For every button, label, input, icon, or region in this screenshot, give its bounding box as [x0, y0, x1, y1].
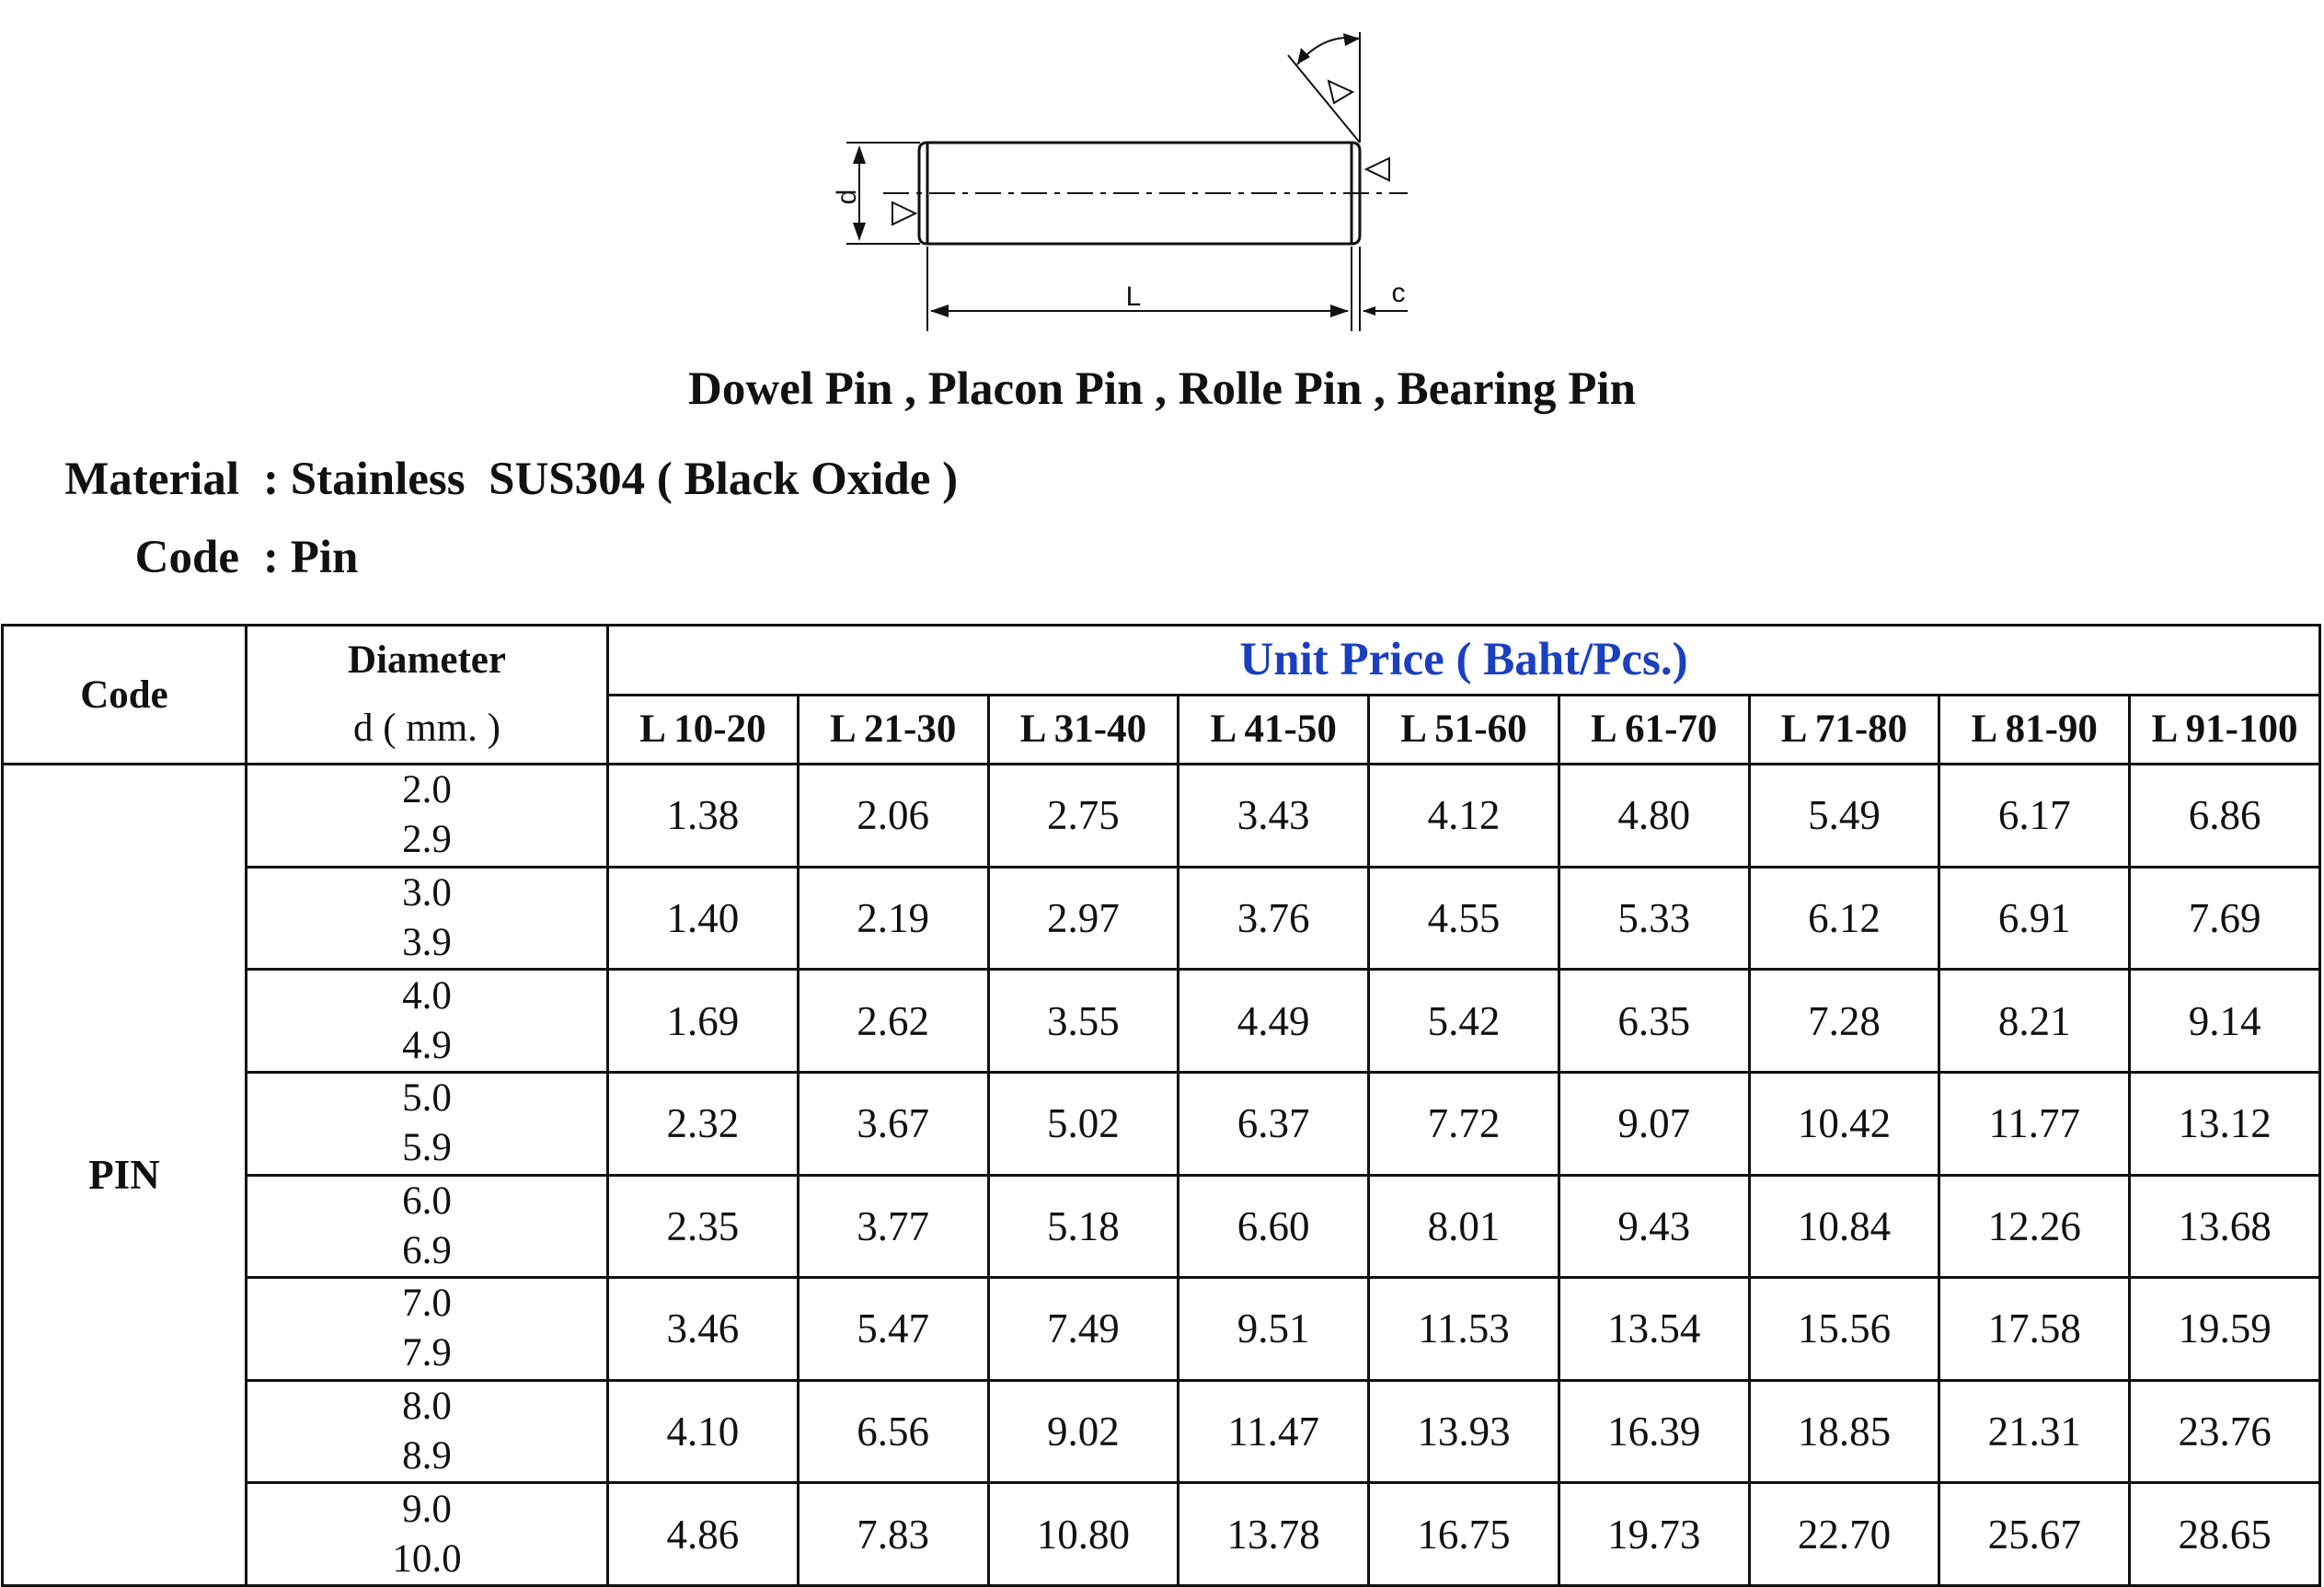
chamfer-label: c — [1391, 278, 1406, 308]
price-cell: 17.58 — [1939, 1278, 2130, 1381]
length-column-header: L 51-60 — [1369, 695, 1559, 765]
price-cell: 6.86 — [2130, 765, 2320, 868]
length-column-header: L 10-20 — [608, 695, 799, 765]
table-row — [3, 1483, 2320, 1586]
price-table-body — [3, 765, 2320, 1586]
diameter-to: 6.9 — [402, 1228, 452, 1272]
diameter-cell — [247, 1278, 608, 1381]
price-cell: 5.49 — [1749, 765, 1939, 868]
diameter-cell — [247, 1483, 608, 1586]
diameter-from: 3.0 — [402, 870, 452, 914]
material-label: Material — [64, 454, 239, 505]
price-cell: 19.59 — [2130, 1278, 2320, 1381]
price-cell: 2.06 — [798, 765, 988, 868]
price-cell: 6.60 — [1179, 1175, 1369, 1278]
diameter-cell — [247, 1072, 608, 1175]
table-row — [3, 1380, 2320, 1483]
price-cell: 5.42 — [1369, 970, 1559, 1073]
price-cell: 4.55 — [1369, 867, 1559, 970]
price-cell: 6.56 — [798, 1380, 988, 1483]
price-cell: 4.49 — [1179, 970, 1369, 1073]
diameter-header-label: Diameter — [348, 638, 506, 682]
length-column-header: L 41-50 — [1179, 695, 1369, 765]
price-cell: 3.46 — [608, 1278, 799, 1381]
price-cell: 28.65 — [2130, 1483, 2320, 1586]
length-label: L — [1125, 282, 1142, 312]
price-cell: 19.73 — [1559, 1483, 1749, 1586]
price-cell: 3.67 — [798, 1072, 988, 1175]
price-cell: 13.93 — [1369, 1380, 1559, 1483]
price-cell: 2.19 — [798, 867, 988, 970]
diameter-cell — [247, 765, 608, 868]
price-cell: 18.85 — [1749, 1380, 1939, 1483]
price-cell: 13.54 — [1559, 1278, 1749, 1381]
diameter-from: 5.0 — [402, 1076, 452, 1121]
price-table — [1, 624, 2321, 1587]
table-row — [3, 970, 2320, 1073]
price-cell: 13.12 — [2130, 1072, 2320, 1175]
diameter-cell — [247, 1380, 608, 1483]
price-cell: 3.77 — [798, 1175, 988, 1278]
price-cell: 1.38 — [608, 765, 799, 868]
price-cell: 9.02 — [988, 1380, 1179, 1483]
price-cell: 7.72 — [1369, 1072, 1559, 1175]
price-cell: 6.91 — [1939, 867, 2130, 970]
material-value: : Stainless SUS304 ( Black Oxide ) — [263, 454, 959, 505]
price-cell: 16.39 — [1559, 1380, 1749, 1483]
diameter-to: 10.0 — [392, 1536, 462, 1581]
diameter-cell — [247, 1175, 608, 1278]
unit-price-header: Unit Price ( Baht/Pcs.) — [608, 626, 2320, 696]
code-value: : Pin — [263, 532, 359, 583]
diameter-to: 2.9 — [402, 818, 452, 862]
diameter-from: 6.0 — [402, 1179, 452, 1223]
pin-drawing — [810, 18, 1527, 350]
table-row — [3, 1175, 2320, 1278]
diameter-from: 7.0 — [402, 1282, 452, 1326]
diameter-cell — [247, 970, 608, 1073]
price-cell: 1.69 — [608, 970, 799, 1073]
length-column-header: L 81-90 — [1939, 695, 2130, 765]
price-cell: 8.21 — [1939, 970, 2130, 1073]
table-row — [3, 765, 2320, 868]
price-cell: 6.12 — [1749, 867, 1939, 970]
price-cell: 13.68 — [2130, 1175, 2320, 1278]
price-cell: 6.17 — [1939, 765, 2130, 868]
price-cell: 5.47 — [798, 1278, 988, 1381]
price-cell: 9.43 — [1559, 1175, 1749, 1278]
price-cell: 2.35 — [608, 1175, 799, 1278]
price-cell: 2.62 — [798, 970, 988, 1073]
price-cell: 4.80 — [1559, 765, 1749, 868]
code-label: Code — [134, 532, 239, 583]
length-column-header: L 21-30 — [798, 695, 988, 765]
price-cell: 15.56 — [1749, 1278, 1939, 1381]
diameter-to: 8.9 — [402, 1434, 452, 1478]
price-cell: 2.32 — [608, 1072, 799, 1175]
price-cell: 22.70 — [1749, 1483, 1939, 1586]
price-cell: 4.10 — [608, 1380, 799, 1483]
price-cell: 2.97 — [988, 867, 1179, 970]
price-cell: 23.76 — [2130, 1380, 2320, 1483]
price-cell: 6.37 — [1179, 1072, 1369, 1175]
price-cell: 7.49 — [988, 1278, 1179, 1381]
price-cell: 2.75 — [988, 765, 1179, 868]
diameter-from: 9.0 — [402, 1487, 452, 1531]
length-column-header: L 91-100 — [2130, 695, 2320, 765]
price-cell: 5.33 — [1559, 867, 1749, 970]
price-cell: 9.07 — [1559, 1072, 1749, 1175]
diameter-to: 7.9 — [402, 1331, 452, 1375]
price-cell: 16.75 — [1369, 1483, 1559, 1586]
price-cell: 7.28 — [1749, 970, 1939, 1073]
price-cell: 4.86 — [608, 1483, 799, 1586]
price-cell: 25.67 — [1939, 1483, 2130, 1586]
diameter-to: 5.9 — [402, 1126, 452, 1170]
price-cell: 13.78 — [1179, 1483, 1369, 1586]
price-cell: 21.31 — [1939, 1380, 2130, 1483]
table-row — [3, 1072, 2320, 1175]
diameter-column-header — [247, 626, 608, 765]
price-cell: 6.35 — [1559, 970, 1749, 1073]
material-row — [59, 447, 958, 512]
surface-mark-left — [892, 202, 915, 224]
diameter-to: 3.9 — [402, 920, 452, 964]
price-cell: 10.80 — [988, 1483, 1179, 1586]
table-row — [3, 1278, 2320, 1381]
diameter-from: 8.0 — [402, 1385, 452, 1429]
code-cell: PIN — [3, 765, 247, 1586]
price-cell: 7.83 — [798, 1483, 988, 1586]
diameter-from: 2.0 — [402, 768, 452, 812]
price-cell: 11.47 — [1179, 1380, 1369, 1483]
price-cell: 11.53 — [1369, 1278, 1559, 1381]
diameter-cell — [247, 867, 608, 970]
price-cell: 4.12 — [1369, 765, 1559, 868]
price-cell: 12.26 — [1939, 1175, 2130, 1278]
diameter-header-unit: d ( mm. ) — [352, 707, 501, 750]
price-cell: 9.14 — [2130, 970, 2320, 1073]
surface-mark-right — [1366, 158, 1389, 180]
price-cell: 3.43 — [1179, 765, 1369, 868]
diameter-label: d — [832, 189, 862, 205]
code-column-header: Code — [3, 626, 247, 765]
code-row — [59, 525, 358, 590]
price-cell: 10.42 — [1749, 1072, 1939, 1175]
price-cell: 10.84 — [1749, 1175, 1939, 1278]
price-cell: 9.51 — [1179, 1278, 1369, 1381]
price-cell: 11.77 — [1939, 1072, 2130, 1175]
diameter-to: 4.9 — [402, 1023, 452, 1067]
price-cell: 5.18 — [988, 1175, 1179, 1278]
price-cell: 5.02 — [988, 1072, 1179, 1175]
length-column-header: L 71-80 — [1749, 695, 1939, 765]
price-cell: 3.55 — [988, 970, 1179, 1073]
table-row — [3, 867, 2320, 970]
length-column-header: L 61-70 — [1559, 695, 1749, 765]
length-column-header: L 31-40 — [988, 695, 1179, 765]
price-cell: 1.40 — [608, 867, 799, 970]
page-title: Dowel Pin , Placon Pin , Rolle Pin , Bearing Pin — [688, 363, 1636, 415]
price-cell: 8.01 — [1369, 1175, 1559, 1278]
price-cell: 3.76 — [1179, 867, 1369, 970]
surface-mark-angle — [1329, 81, 1352, 103]
diameter-from: 4.0 — [402, 973, 452, 1018]
price-cell: 7.69 — [2130, 867, 2320, 970]
